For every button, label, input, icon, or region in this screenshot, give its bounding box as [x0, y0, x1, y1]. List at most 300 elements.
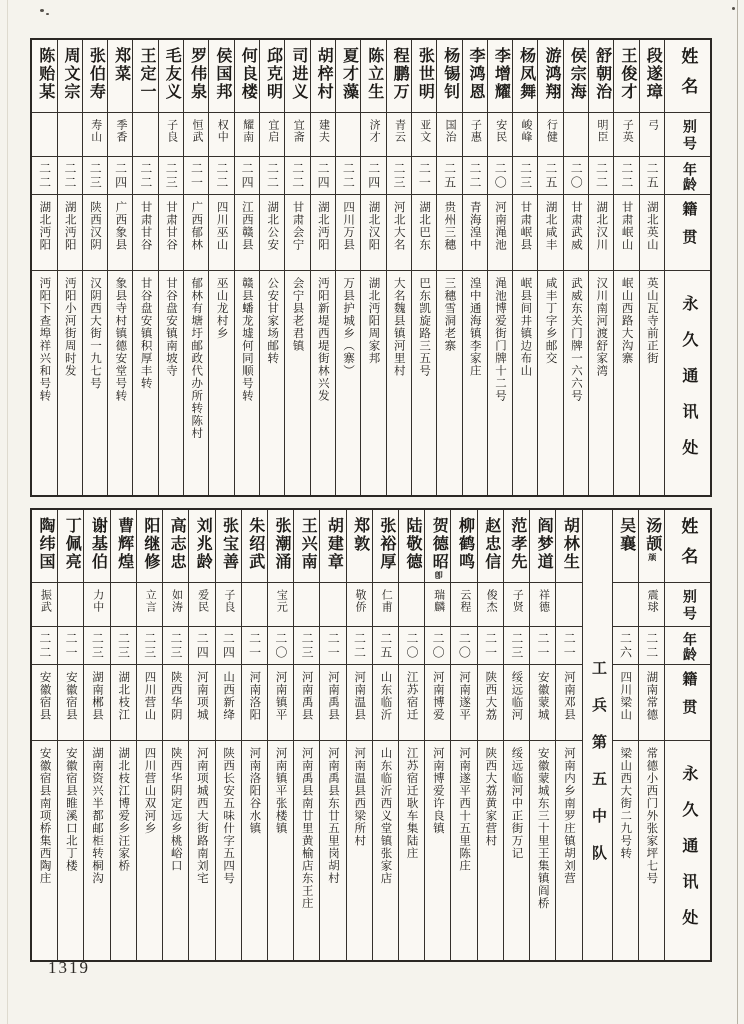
address-cell: 陕西大荔黄家营村: [478, 740, 503, 960]
person-column: [215, 510, 241, 960]
page-edge-line-right: [737, 0, 738, 1024]
person-column: [613, 40, 638, 495]
person-column: [529, 510, 555, 960]
address-cell: 梁山西大街二九号转: [613, 740, 638, 960]
name-cell: 游鸿翔: [542, 47, 560, 101]
name-cell: 邱克明: [264, 47, 282, 101]
address-cell: 大名魏县镇河里村: [387, 270, 411, 495]
name-cell: 范孝先: [508, 517, 526, 571]
native-place-cell: 甘肃会宁: [285, 194, 309, 270]
age-cell: 二四: [216, 626, 241, 664]
header-age: 年龄: [665, 156, 710, 194]
native-place-cell: 四川梁山: [613, 664, 638, 740]
alias-cell: 俊杰: [478, 582, 503, 626]
alias-cell: 瑞麟: [425, 582, 450, 626]
alias-cell: [58, 112, 82, 156]
name-cell: 毛友义: [163, 47, 181, 101]
person-column: [82, 40, 107, 495]
header-address: 永久通讯处: [665, 740, 710, 960]
age-cell: 二五: [538, 156, 562, 194]
address-cell: 甘谷盘安镇南坡寺: [159, 270, 183, 495]
name-cell: 汤颉颃: [643, 517, 661, 561]
age-cell: 二二: [589, 156, 613, 194]
scan-artifact: [40, 9, 44, 12]
age-cell: 二六: [613, 626, 638, 664]
alias-cell: 行健: [538, 112, 562, 156]
alias-cell: 宜启: [260, 112, 284, 156]
native-place-cell: 河南禹县: [294, 664, 319, 740]
address-cell: 湖北枝江博爱乡汪家桥: [111, 740, 136, 960]
age-cell: 二〇: [451, 626, 476, 664]
alias-cell: 青云: [387, 112, 411, 156]
alias-cell: 子贤: [504, 582, 529, 626]
native-place-cell: 广西郁林: [184, 194, 208, 270]
person-column: [32, 40, 56, 495]
age-cell: 二〇: [488, 156, 512, 194]
address-cell: 公安甘家场邮转: [260, 270, 284, 495]
page-edge-line-left: [7, 0, 8, 1024]
person-column: [293, 510, 319, 960]
header-name: 姓名: [678, 47, 698, 107]
age-cell: 二一: [530, 626, 555, 664]
age-cell: 二一: [556, 626, 581, 664]
alias-cell: 力中: [84, 582, 109, 626]
native-place-cell: 贵州三穗: [437, 194, 461, 270]
name-cell: 曹辉煌: [115, 517, 133, 571]
address-cell: 甘谷盘安镇积厚丰转: [133, 270, 157, 495]
alias-cell: 如涛: [163, 582, 188, 626]
person-column: [487, 40, 512, 495]
name-cell: 舒朝治: [593, 47, 611, 101]
name-cell: 胡梓村: [315, 47, 333, 101]
address-cell: 安徽蒙城东三十里王集镇阎桥: [530, 740, 555, 960]
name-cell: 李增耀: [492, 47, 510, 101]
native-place-cell: 青海湟中: [463, 194, 487, 270]
age-cell: 二三: [163, 626, 188, 664]
age-cell: 二二: [58, 156, 82, 194]
person-column: [372, 510, 398, 960]
person-column: [555, 510, 581, 960]
native-place-cell: 湖北沔阳: [311, 194, 335, 270]
person-column: [57, 40, 82, 495]
native-place-cell: 湖北沔阳: [32, 194, 56, 270]
native-place-cell: 湖南郴县: [84, 664, 109, 740]
scan-artifact: [46, 13, 49, 15]
person-column: [512, 40, 537, 495]
address-cell: 河南温县西梁所村: [347, 740, 372, 960]
person-column: [398, 510, 424, 960]
native-place-cell: 江苏宿迁: [399, 664, 424, 740]
alias-cell: [613, 582, 638, 626]
header-name: 姓名: [678, 517, 698, 577]
native-place-cell: 湖北枝江: [111, 664, 136, 740]
native-place-cell: 河南镇平: [268, 664, 293, 740]
native-place-cell: 安徽蒙城: [530, 664, 555, 740]
age-cell: 二〇: [399, 626, 424, 664]
address-cell: 英山瓦寺前正街: [640, 270, 664, 495]
name-cell: 高志忠: [168, 517, 186, 571]
name-cell: 谢基伯: [89, 517, 107, 571]
age-cell: 二二: [260, 156, 284, 194]
age-cell: 二四: [189, 626, 214, 664]
person-column: [335, 40, 360, 495]
name-cell: 张潮涌: [272, 517, 290, 571]
age-cell: 二三: [111, 626, 136, 664]
native-place-cell: 山东临沂: [373, 664, 398, 740]
name-cell: 张伯寿: [87, 47, 105, 101]
alias-cell: 敬侨: [347, 582, 372, 626]
name-cell: 周文宗: [62, 47, 80, 101]
address-cell: 陕西华阴定远乡桃峪口: [163, 740, 188, 960]
person-column: [386, 40, 411, 495]
address-cell: 岷县间井镇边布山: [513, 270, 537, 495]
native-place-cell: 甘肃甘谷: [133, 194, 157, 270]
native-place-cell: 河南渑池: [488, 194, 512, 270]
header-address: 永久通讯处: [665, 270, 710, 495]
person-column: [477, 510, 503, 960]
alias-cell: 仁甫: [373, 582, 398, 626]
address-cell: 湖北沔阳周家邦: [361, 270, 385, 495]
age-cell: 二一: [320, 626, 345, 664]
address-cell: 湖南资兴半都邮柜转桐沟: [84, 740, 109, 960]
person-column: [110, 510, 136, 960]
name-cell: 吴襄: [617, 517, 635, 553]
age-cell: 二二: [336, 156, 360, 194]
alias-cell: 弓: [640, 112, 664, 156]
person-column: [259, 40, 284, 495]
age-cell: 二四: [108, 156, 132, 194]
age-cell: 二二: [639, 626, 664, 664]
name-cell: 杨凤舞: [517, 47, 535, 101]
address-cell: 汉川南河渡舒家湾: [589, 270, 613, 495]
section-label-column: [582, 510, 612, 960]
person-column: [450, 510, 476, 960]
native-place-cell: 河南温县: [347, 664, 372, 740]
native-place-cell: 甘肃岷县: [513, 194, 537, 270]
alias-cell: 子良: [159, 112, 183, 156]
alias-cell: 震球: [639, 582, 664, 626]
native-place-cell: 湖北公安: [260, 194, 284, 270]
address-cell: 河南遂平西十五里陈庄: [451, 740, 476, 960]
native-place-cell: 四川营山: [137, 664, 162, 740]
age-cell: 二一: [184, 156, 208, 194]
header-alias: 别号: [665, 112, 710, 156]
alias-cell: 爱民: [189, 582, 214, 626]
address-cell: 巫山龙村乡: [209, 270, 233, 495]
native-place-cell: 安徽宿县: [58, 664, 83, 740]
header-alias: 别号: [665, 582, 710, 626]
person-column: [563, 40, 588, 495]
name-cell: 阎梦道: [535, 517, 553, 571]
alias-cell: [32, 112, 56, 156]
name-annotation: 卽: [434, 571, 444, 579]
person-column: [310, 40, 335, 495]
name-cell: 郑菜: [112, 47, 130, 83]
alias-cell: 宜斋: [285, 112, 309, 156]
alias-cell: 权中: [209, 112, 233, 156]
native-place-cell: 湖北英山: [640, 194, 664, 270]
native-place-cell: 陕西汉阴: [83, 194, 107, 270]
name-cell: 夏才藻: [340, 47, 358, 101]
alias-cell: [242, 582, 267, 626]
name-cell: 李鸿恩: [467, 47, 485, 101]
native-place-cell: 绥远临河: [504, 664, 529, 740]
alias-cell: [111, 582, 136, 626]
age-cell: 二五: [640, 156, 664, 194]
alias-cell: 安民: [488, 112, 512, 156]
person-column: [162, 510, 188, 960]
native-place-cell: 湖北巴东: [412, 194, 436, 270]
name-cell: 郑敦: [351, 517, 369, 553]
address-cell: 岷山西路大沟寨: [614, 270, 638, 495]
person-column: [132, 40, 157, 495]
person-column: [436, 40, 461, 495]
name-cell: 丁佩亮: [63, 517, 81, 571]
person-column: [319, 510, 345, 960]
header-column: [664, 510, 710, 960]
address-cell: 安徽宿县南项桥集西陶庄: [32, 740, 57, 960]
alias-cell: [336, 112, 360, 156]
alias-cell: [133, 112, 157, 156]
name-cell: 阳继修: [141, 517, 159, 571]
native-place-cell: 河南禹县: [320, 664, 345, 740]
person-column: [107, 40, 132, 495]
address-cell: 江苏宿迁耿车集陆庄: [399, 740, 424, 960]
native-place-cell: 江西赣县: [235, 194, 259, 270]
alias-cell: [294, 582, 319, 626]
person-column: [188, 510, 214, 960]
native-place-cell: 甘肃武威: [564, 194, 588, 270]
native-place-cell: 甘肃甘谷: [159, 194, 183, 270]
alias-cell: 明臣: [589, 112, 613, 156]
person-column: [639, 40, 664, 495]
age-cell: 二二: [32, 626, 57, 664]
name-cell: 罗伟泉: [188, 47, 206, 101]
age-cell: 二二: [285, 156, 309, 194]
alias-cell: 建夫: [311, 112, 335, 156]
age-cell: 二三: [159, 156, 183, 194]
name-annotation: 颃: [647, 553, 657, 561]
address-cell: 河南洛阳谷水镇: [242, 740, 267, 960]
native-place-cell: 河北大名: [387, 194, 411, 270]
address-cell: 安徽宿县睢溪口北丁楼: [58, 740, 83, 960]
person-column: [503, 510, 529, 960]
alias-cell: [556, 582, 581, 626]
header-age: 年龄: [665, 626, 710, 664]
person-column: [411, 40, 436, 495]
address-cell: 常德小西门外张家坪七号: [639, 740, 664, 960]
name-cell: 王定一: [137, 47, 155, 101]
age-cell: 二五: [437, 156, 461, 194]
name-cell: 王俊才: [618, 47, 636, 101]
address-cell: 渑池博爱街门牌十二号: [488, 270, 512, 495]
native-place-cell: 湖北汉阳: [361, 194, 385, 270]
alias-cell: [58, 582, 83, 626]
native-place-cell: 河南项城: [189, 664, 214, 740]
native-place-cell: 甘肃岷山: [614, 194, 638, 270]
header-native-place: 籍贯: [665, 664, 710, 740]
address-cell: 会宁县老君镇: [285, 270, 309, 495]
native-place-cell: 四川巫山: [209, 194, 233, 270]
age-cell: 二四: [361, 156, 385, 194]
name-cell: 赵忠信: [482, 517, 500, 571]
address-cell: 山东临沂西义堂镇张家店: [373, 740, 398, 960]
name-cell: 张裕厚: [377, 517, 395, 571]
person-column: [638, 510, 664, 960]
person-column: [612, 510, 638, 960]
age-cell: 二二: [32, 156, 56, 194]
address-cell: 沔阳小河街周时发: [58, 270, 82, 495]
name-cell: 陶纬国: [36, 517, 54, 571]
alias-cell: [564, 112, 588, 156]
name-cell: 司进义: [289, 47, 307, 101]
age-cell: 二三: [84, 626, 109, 664]
name-cell: 贺德昭卽: [430, 517, 448, 579]
section-label: 工兵第五中队: [589, 660, 606, 882]
alias-cell: 季香: [108, 112, 132, 156]
person-column: [588, 40, 613, 495]
person-column: [424, 510, 450, 960]
age-cell: 二一: [412, 156, 436, 194]
address-cell: 汉阴西大街一九七号: [83, 270, 107, 495]
person-column: [208, 40, 233, 495]
address-cell: 万县护城乡（寨）: [336, 270, 360, 495]
address-cell: 赣县蟠龙墟何同顺号转: [235, 270, 259, 495]
address-cell: 象县寺村镇德安堂号转: [108, 270, 132, 495]
alias-cell: 济才: [361, 112, 385, 156]
alias-cell: [320, 582, 345, 626]
person-column: [83, 510, 109, 960]
header-column: [664, 40, 710, 495]
age-cell: 二一: [478, 626, 503, 664]
scan-artifact: [732, 7, 735, 10]
address-cell: 河南项城西大街路南刘宅: [189, 740, 214, 960]
address-cell: 河南禹县东廿五里岗胡村: [320, 740, 345, 960]
name-cell: 王兴南: [299, 517, 317, 571]
age-cell: 二二: [614, 156, 638, 194]
alias-cell: 子惠: [463, 112, 487, 156]
name-cell: 段遂璋: [644, 47, 662, 101]
address-cell: 武威东关门牌一六六号: [564, 270, 588, 495]
age-cell: 二四: [235, 156, 259, 194]
address-cell: 湟中通海镇李家庄: [463, 270, 487, 495]
age-cell: 二一: [58, 626, 83, 664]
native-place-cell: 河南博爱: [425, 664, 450, 740]
roster-table-lower: [30, 508, 712, 962]
native-place-cell: 山西新绛: [216, 664, 241, 740]
age-cell: 二五: [373, 626, 398, 664]
name-cell: 杨锡钊: [441, 47, 459, 101]
person-column: [234, 40, 259, 495]
person-column: [57, 510, 83, 960]
age-cell: 二三: [513, 156, 537, 194]
name-cell: 侯国邦: [213, 47, 231, 101]
native-place-cell: 安徽宿县: [32, 664, 57, 740]
alias-cell: 宝元: [268, 582, 293, 626]
address-cell: 河南内乡南罗庄镇胡刘营: [556, 740, 581, 960]
age-cell: 二一: [242, 626, 267, 664]
address-cell: 河南镇平张楼镇: [268, 740, 293, 960]
name-cell: 朱绍武: [246, 517, 264, 571]
age-cell: 二三: [137, 626, 162, 664]
name-cell: 胡林生: [561, 517, 579, 571]
address-cell: 巴东凯旋路三五号: [412, 270, 436, 495]
alias-cell: 寿山: [83, 112, 107, 156]
person-column: [158, 40, 183, 495]
native-place-cell: 河南洛阳: [242, 664, 267, 740]
person-column: [136, 510, 162, 960]
person-column: [284, 40, 309, 495]
name-cell: 张世明: [416, 47, 434, 101]
person-column: [183, 40, 208, 495]
age-cell: 二〇: [564, 156, 588, 194]
header-native-place: 籍贯: [665, 194, 710, 270]
native-place-cell: 湖北咸丰: [538, 194, 562, 270]
alias-cell: 云程: [451, 582, 476, 626]
name-cell: 陆敬德: [404, 517, 422, 571]
address-cell: 沔阳下查埠祥兴和号转: [32, 270, 56, 495]
name-cell: 何良楼: [239, 47, 257, 101]
native-place-cell: 陕西华阴: [163, 664, 188, 740]
name-cell: 程鹏万: [391, 47, 409, 101]
address-cell: 郁林有塘圩邮政代办所转陈村: [184, 270, 208, 495]
native-place-cell: 湖北沔阳: [58, 194, 82, 270]
age-cell: 二〇: [268, 626, 293, 664]
address-cell: 沔阳新堤西堤街林兴发: [311, 270, 335, 495]
address-cell: 咸丰丁字乡邮交: [538, 270, 562, 495]
alias-cell: 祥德: [530, 582, 555, 626]
age-cell: 二三: [387, 156, 411, 194]
alias-cell: 耀南: [235, 112, 259, 156]
native-place-cell: 湖北汉川: [589, 194, 613, 270]
address-cell: 河南博爱许良镇: [425, 740, 450, 960]
native-place-cell: 陕西大荔: [478, 664, 503, 740]
person-column: [346, 510, 372, 960]
person-column: [462, 40, 487, 495]
address-cell: 绥远临河中正街万记: [504, 740, 529, 960]
native-place-cell: 河南遂平: [451, 664, 476, 740]
person-column: [241, 510, 267, 960]
age-cell: 二二: [347, 626, 372, 664]
name-cell: 陈立生: [365, 47, 383, 101]
roster-table-upper: [30, 38, 712, 497]
native-place-cell: 河南邓县: [556, 664, 581, 740]
alias-cell: 立言: [137, 582, 162, 626]
address-cell: 四川营山双河乡: [137, 740, 162, 960]
alias-cell: 亚文: [412, 112, 436, 156]
person-column: [32, 510, 57, 960]
age-cell: 二三: [504, 626, 529, 664]
native-place-cell: 广西象县: [108, 194, 132, 270]
alias-cell: 振武: [32, 582, 57, 626]
name-cell: 刘兆龄: [194, 517, 212, 571]
alias-cell: 峻峰: [513, 112, 537, 156]
native-place-cell: 湖南常德: [639, 664, 664, 740]
person-column: [537, 40, 562, 495]
alias-cell: 恒武: [184, 112, 208, 156]
alias-cell: 国治: [437, 112, 461, 156]
name-cell: 陈贻某: [36, 47, 54, 101]
age-cell: 二四: [311, 156, 335, 194]
address-cell: 河南禹县南廿里黄榆店东王庄: [294, 740, 319, 960]
age-cell: 二二: [463, 156, 487, 194]
age-cell: 二二: [133, 156, 157, 194]
name-cell: 柳鹤鸣: [456, 517, 474, 571]
age-cell: 二〇: [425, 626, 450, 664]
age-cell: 二三: [294, 626, 319, 664]
address-cell: 三穗雪洞老寨: [437, 270, 461, 495]
page-number: 1319: [48, 958, 90, 977]
